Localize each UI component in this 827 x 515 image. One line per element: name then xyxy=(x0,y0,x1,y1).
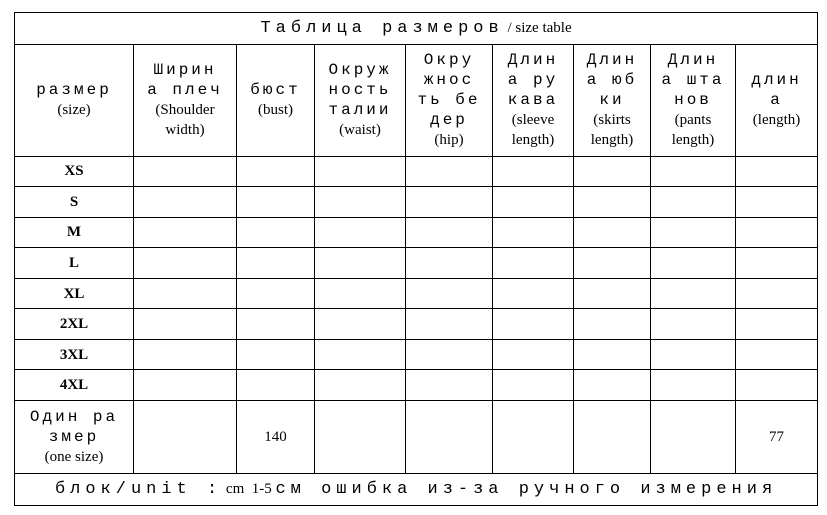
table-cell xyxy=(237,156,315,187)
one-size-row xyxy=(15,401,818,474)
column-header-ru-line: Окру xyxy=(423,51,475,70)
column-header xyxy=(574,44,651,156)
title-row xyxy=(15,13,818,45)
column-header-ru-line: а ру xyxy=(507,71,559,90)
table-cell xyxy=(736,187,818,218)
table-cell xyxy=(493,339,574,370)
table-cell xyxy=(237,187,315,218)
table-cell xyxy=(237,248,315,279)
table-cell xyxy=(406,248,493,279)
one-size-cell xyxy=(406,401,493,474)
column-header xyxy=(736,44,818,156)
column-header-ru-line: ки xyxy=(599,91,625,110)
table-row xyxy=(15,187,818,218)
column-header-en-line: (skirts xyxy=(593,112,631,129)
column-header-en-line: (length) xyxy=(752,112,801,129)
column-header-ru-line: а xyxy=(770,91,783,110)
table-cell xyxy=(134,187,237,218)
table-cell xyxy=(134,370,237,401)
table-cell xyxy=(651,370,736,401)
one-size-label-ru-line: змер xyxy=(48,428,100,447)
table-title-ru: Таблица размеров xyxy=(260,18,504,38)
table-cell xyxy=(134,339,237,370)
one-size-cell xyxy=(493,401,574,474)
table-title-sep: / xyxy=(503,19,516,36)
one-size-cell: 77 xyxy=(736,401,818,474)
table-cell xyxy=(736,217,818,248)
size-label: 4XL xyxy=(15,370,134,401)
table-cell xyxy=(651,278,736,309)
column-header-en-line: (pants xyxy=(674,112,712,129)
column-header-ru-line: а плеч xyxy=(147,81,223,100)
table-cell xyxy=(736,370,818,401)
column-header-en-line: (Shoulder xyxy=(155,102,215,119)
column-header-ru-line: длин xyxy=(751,71,802,90)
column-header-ru-line: нов xyxy=(674,91,712,110)
column-header-ru-line: размер xyxy=(36,81,112,100)
table-cell xyxy=(651,248,736,279)
size-label: M xyxy=(15,217,134,248)
table-cell xyxy=(493,187,574,218)
table-cell xyxy=(574,370,651,401)
size-label: 3XL xyxy=(15,339,134,370)
table-cell xyxy=(736,156,818,187)
column-header-ru-line: жнос xyxy=(423,71,475,90)
table-row xyxy=(15,339,818,370)
column-header-ru-line: дер xyxy=(430,111,468,130)
table-cell xyxy=(493,156,574,187)
column-header-ru-line: ть бе xyxy=(417,91,481,110)
table-cell xyxy=(315,187,406,218)
column-header-en-line: (size) xyxy=(57,102,91,119)
column-header-en-line: (sleeve xyxy=(511,112,555,129)
table-cell xyxy=(574,187,651,218)
table-row xyxy=(15,370,818,401)
column-header-en-line: length) xyxy=(671,132,715,149)
size-label: 2XL xyxy=(15,309,134,340)
table-cell xyxy=(406,309,493,340)
table-cell xyxy=(134,278,237,309)
footer-row xyxy=(15,474,818,506)
one-size-cell xyxy=(574,401,651,474)
size-rows xyxy=(15,156,818,400)
column-header-ru-line: Длин xyxy=(507,51,559,70)
table-cell xyxy=(315,248,406,279)
column-header-en-line: (hip) xyxy=(434,132,464,149)
table-cell xyxy=(237,339,315,370)
one-size-cell xyxy=(651,401,736,474)
table-cell xyxy=(736,309,818,340)
table-cell xyxy=(315,309,406,340)
table-cell xyxy=(574,248,651,279)
table-cell xyxy=(493,278,574,309)
table-row xyxy=(15,309,818,340)
table-cell xyxy=(574,217,651,248)
column-header xyxy=(315,44,406,156)
table-cell xyxy=(651,156,736,187)
one-size-label-en: (one size) xyxy=(44,449,104,466)
table-cell xyxy=(315,156,406,187)
column-header-ru-line: а юб xyxy=(586,71,638,90)
table-cell xyxy=(134,156,237,187)
column-header-en-line: length) xyxy=(511,132,555,149)
table-row xyxy=(15,248,818,279)
table-cell xyxy=(736,278,818,309)
one-size-label xyxy=(15,401,134,474)
table-cell xyxy=(736,248,818,279)
column-header-ru-line: талии xyxy=(328,101,392,120)
one-size-cell xyxy=(315,401,406,474)
table-cell xyxy=(237,370,315,401)
column-header xyxy=(651,44,736,156)
header-row xyxy=(15,44,818,156)
footer-unit-value: cm 1-5 xyxy=(225,481,272,498)
table-cell xyxy=(651,339,736,370)
column-header-ru-line: кава xyxy=(507,91,559,110)
column-header-ru-line: а шта xyxy=(661,71,725,90)
table-title-en: size table xyxy=(515,19,572,36)
one-size-cell xyxy=(134,401,237,474)
table-cell xyxy=(406,370,493,401)
table-cell xyxy=(406,339,493,370)
column-header-en-line: (bust) xyxy=(258,102,293,119)
column-header xyxy=(406,44,493,156)
column-header xyxy=(237,44,315,156)
table-cell xyxy=(315,339,406,370)
column-header-en-line: width) xyxy=(165,122,205,139)
table-cell xyxy=(574,156,651,187)
column-header-en-line: (waist) xyxy=(339,122,381,139)
table-cell xyxy=(651,309,736,340)
table-cell xyxy=(574,309,651,340)
table-cell xyxy=(493,309,574,340)
column-header-ru-line: ность xyxy=(328,81,392,100)
table-cell xyxy=(134,248,237,279)
table-cell xyxy=(315,217,406,248)
column-header-ru-line: Ширин xyxy=(153,61,217,80)
table-cell xyxy=(134,309,237,340)
table-row xyxy=(15,156,818,187)
table-cell xyxy=(736,339,818,370)
size-label: L xyxy=(15,248,134,279)
table-cell xyxy=(406,156,493,187)
size-label: S xyxy=(15,187,134,218)
table-cell xyxy=(315,370,406,401)
size-label: XL xyxy=(15,278,134,309)
table-cell xyxy=(406,278,493,309)
column-header-ru-line: Окруж xyxy=(328,61,392,80)
table-cell xyxy=(574,339,651,370)
table-cell xyxy=(237,217,315,248)
size-label: XS xyxy=(15,156,134,187)
size-table xyxy=(14,12,818,506)
column-header xyxy=(493,44,574,156)
column-header-en-line: length) xyxy=(590,132,634,149)
table-cell xyxy=(134,217,237,248)
table-title xyxy=(15,13,818,45)
table-cell xyxy=(493,370,574,401)
footer-error-note: см ошибка из-за ручного измерения xyxy=(275,480,778,500)
column-header xyxy=(15,44,134,156)
column-header xyxy=(134,44,237,156)
one-size-cell: 140 xyxy=(237,401,315,474)
table-cell xyxy=(315,278,406,309)
table-cell xyxy=(574,278,651,309)
table-row xyxy=(15,217,818,248)
table-cell xyxy=(493,248,574,279)
footer-unit-label: блок/unit : xyxy=(54,480,223,500)
table-cell xyxy=(651,217,736,248)
table-cell xyxy=(237,278,315,309)
column-header-ru-line: Длин xyxy=(586,51,638,70)
table-cell xyxy=(651,187,736,218)
table-cell xyxy=(237,309,315,340)
table-cell xyxy=(406,217,493,248)
table-cell xyxy=(406,187,493,218)
column-header-ru-line: Длин xyxy=(667,51,719,70)
column-header-ru-line: бюст xyxy=(250,81,301,100)
table-cell xyxy=(493,217,574,248)
footer-note xyxy=(15,474,818,506)
one-size-label-ru-line: Один ра xyxy=(29,408,119,427)
table-row xyxy=(15,278,818,309)
